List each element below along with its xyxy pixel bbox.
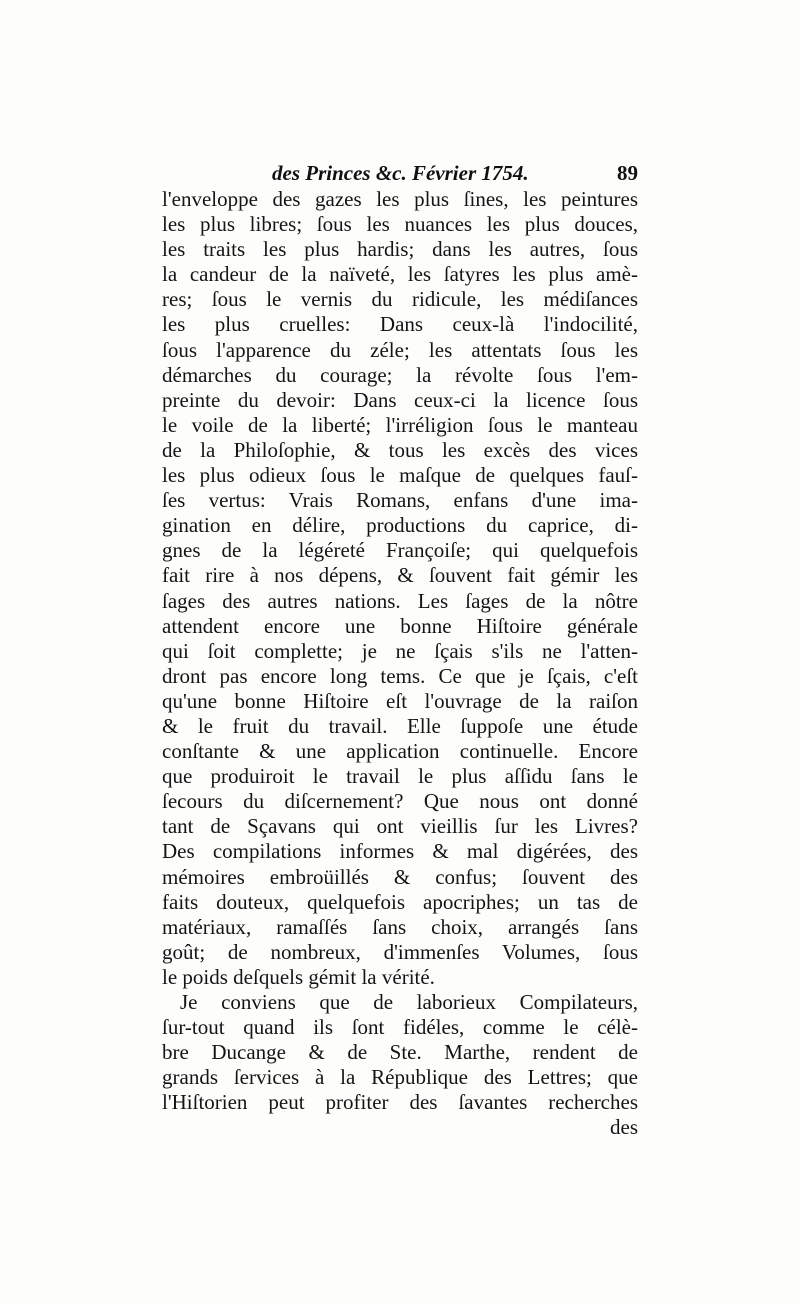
- text-line: conſtante & une application continuelle. Encore: [162, 739, 638, 764]
- text-line: preinte du devoir: Dans ceux-ci la licence ſous: [162, 387, 638, 412]
- text-line: grands ſervices à la République des Lettres; que: [162, 1065, 638, 1090]
- text-line: fait rire à nos dépens, & ſouvent fait gémir les: [162, 563, 638, 588]
- paragraph-start-line: Je conviens que de laborieux Compilateurs,: [180, 990, 638, 1014]
- text-line: gination en délire, productions du caprice, di-: [162, 513, 638, 538]
- page-number: 89: [617, 161, 638, 185]
- text-line: bre Ducange & de Ste. Marthe, rendent de: [162, 1040, 638, 1065]
- text-line: ſages des autres nations. Les ſages de la nôtre: [162, 588, 638, 613]
- text-line: la candeur de la naïveté, les ſatyres les plus amè-: [162, 262, 638, 287]
- text-line: ſous l'apparence du zéle; les attentats ſous les: [162, 337, 638, 362]
- text-line: les plus odieux ſous le maſque de quelques fauſ-: [162, 463, 638, 488]
- text-line: dront pas encore long tems. Ce que je ſçais, c'eſt: [162, 663, 638, 688]
- text-line: que produiroit le travail le plus aſſidu ſans le: [162, 764, 638, 789]
- text-line: attendent encore une bonne Hiſtoire générale: [162, 613, 638, 638]
- text-line: les plus cruelles: Dans ceux-là l'indocilité,: [162, 312, 638, 337]
- text-line: faits douteux, quelquefois apocriphes; un tas de: [162, 889, 638, 914]
- text-line: ſecours du diſcernement? Que nous ont donné: [162, 789, 638, 814]
- text-line: ſur-tout quand ils ſont fidéles, comme le célè-: [162, 1015, 638, 1040]
- catchword: des: [610, 1115, 638, 1140]
- text-line: tant de Sçavans qui ont vieillis ſur les Livres?: [162, 814, 638, 839]
- text-line: matériaux, ramaſſés ſans choix, arrangés ſans: [162, 914, 638, 939]
- text-line: de la Philoſophie, & tous les excès des vices: [162, 437, 638, 462]
- text-line: res; ſous le vernis du ridicule, les médiſances: [162, 287, 638, 312]
- text-line: goût; de nombreux, d'immenſes Volumes, ſous: [162, 939, 638, 964]
- text-line: l'Hiſtorien peut profiter des ſavantes recherches: [162, 1090, 638, 1115]
- paragraph-end-line: le poids deſquels gémit la vérité.: [162, 964, 435, 989]
- text-line: & le fruit du travail. Elle ſuppoſe une étude: [162, 713, 638, 738]
- text-line: les traits les plus hardis; dans les autres, ſous: [162, 237, 638, 262]
- text-line: gnes de la légéreté Françoiſe; qui quelquefois: [162, 538, 638, 563]
- page-header: [162, 161, 638, 186]
- text-line: les plus libres; ſous les nuances les plus douces,: [162, 212, 638, 237]
- text-line: Des compilations informes & mal digérées, des: [162, 839, 638, 864]
- text-line: qui ſoit complette; je ne ſçais s'ils ne l'atten-: [162, 638, 638, 663]
- text-line: ſes vertus: Vrais Romans, enfans d'une ima-: [162, 488, 638, 513]
- text-line: le voile de la liberté; l'irréligion ſous le manteau: [162, 412, 638, 437]
- body-text: [162, 187, 638, 1141]
- text-line: mémoires embroüillés & confus; ſouvent des: [162, 864, 638, 889]
- text-line: démarches du courage; la révolte ſous l'em-: [162, 362, 638, 387]
- text-line: qu'une bonne Hiſtoire eſt l'ouvrage de la raiſon: [162, 688, 638, 713]
- running-title: des Princes &c. Février 1754.: [272, 161, 529, 185]
- text-line: l'enveloppe des gazes les plus ſines, les peintures: [162, 187, 638, 211]
